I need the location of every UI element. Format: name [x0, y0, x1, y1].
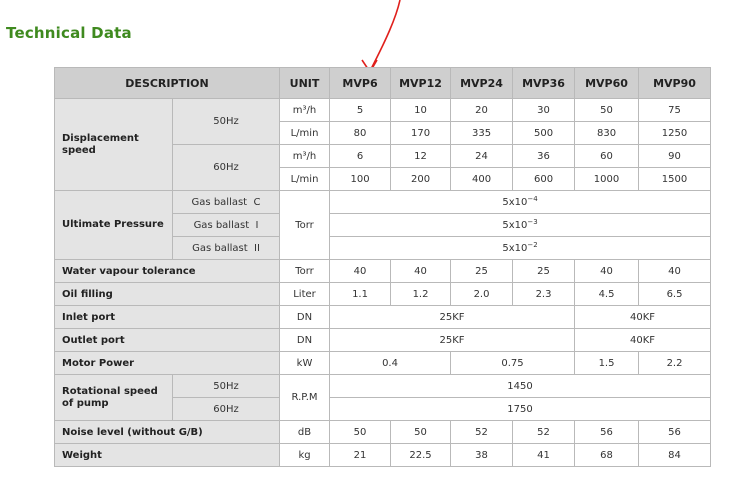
row-label-rotational-speed: Rotational speed of pump	[55, 375, 173, 421]
value-cell: 40	[639, 260, 711, 283]
row-label-motor-power: Motor Power	[55, 352, 280, 375]
value-cell: 1.1	[330, 283, 391, 306]
value-cell: 40	[391, 260, 451, 283]
header-model: MVP12	[391, 68, 451, 99]
unit-cell: Liter	[280, 283, 330, 306]
table-row	[55, 306, 711, 329]
value-cell: 24	[451, 145, 513, 168]
value-cell: 25	[513, 260, 575, 283]
table-row	[55, 421, 711, 444]
value-cell: 1250	[639, 122, 711, 145]
pressure-exponent: −3	[527, 217, 538, 226]
value-cell: 2.0	[451, 283, 513, 306]
value-cell: 50	[391, 421, 451, 444]
value-cell: 38	[451, 444, 513, 467]
header-model: MVP24	[451, 68, 513, 99]
unit-cell: R.P.M	[280, 375, 330, 421]
header-row	[55, 68, 711, 99]
value-cell: 12	[391, 145, 451, 168]
header-model: MVP6	[330, 68, 391, 99]
value-cell: 1.2	[391, 283, 451, 306]
technical-data-table	[54, 67, 711, 467]
value-cell: 600	[513, 168, 575, 191]
gas-ballast-label: Gas ballast I	[173, 214, 280, 237]
frequency-label: 60Hz	[173, 398, 280, 421]
value-cell: 400	[451, 168, 513, 191]
value-cell: 52	[513, 421, 575, 444]
header-unit: UNIT	[280, 68, 330, 99]
value-cell: 60	[575, 145, 639, 168]
value-cell: 2.3	[513, 283, 575, 306]
pressure-value	[330, 214, 711, 237]
value-cell: 335	[451, 122, 513, 145]
value-cell: 21	[330, 444, 391, 467]
pressure-base: 5x10	[502, 196, 528, 208]
value-cell: 1.5	[575, 352, 639, 375]
value-cell: 0.75	[451, 352, 575, 375]
pressure-value	[330, 191, 711, 214]
pressure-exponent: −2	[527, 240, 538, 249]
value-cell: 25KF	[330, 306, 575, 329]
unit-cell: m³/h	[280, 99, 330, 122]
table-row	[55, 283, 711, 306]
value-cell: 25KF	[330, 329, 575, 352]
value-cell: 75	[639, 99, 711, 122]
value-cell: 56	[575, 421, 639, 444]
unit-cell: Torr	[280, 191, 330, 260]
value-cell: 170	[391, 122, 451, 145]
value-cell: 200	[391, 168, 451, 191]
unit-cell: L/min	[280, 122, 330, 145]
pressure-base: 5x10	[502, 219, 528, 231]
table-row	[55, 191, 711, 214]
row-label-weight: Weight	[55, 444, 280, 467]
value-cell: 5	[330, 99, 391, 122]
value-cell: 22.5	[391, 444, 451, 467]
frequency-label: 60Hz	[173, 145, 280, 191]
value-cell: 90	[639, 145, 711, 168]
page-title: Technical Data	[6, 24, 132, 42]
gas-ballast-label: Gas ballast II	[173, 237, 280, 260]
header-model: MVP60	[575, 68, 639, 99]
frequency-label: 50Hz	[173, 375, 280, 398]
value-cell: 40	[575, 260, 639, 283]
header-model: MVP90	[639, 68, 711, 99]
value-cell: 40KF	[575, 329, 711, 352]
frequency-label: 50Hz	[173, 99, 280, 145]
value-cell: 50	[575, 99, 639, 122]
header-description: DESCRIPTION	[55, 68, 280, 99]
value-cell: 80	[330, 122, 391, 145]
table-row	[55, 99, 711, 122]
value-cell: 0.4	[330, 352, 451, 375]
table-row	[55, 352, 711, 375]
value-cell: 1500	[639, 168, 711, 191]
unit-cell: m³/h	[280, 145, 330, 168]
value-cell: 20	[451, 99, 513, 122]
value-cell: 52	[451, 421, 513, 444]
gas-ballast-label: Gas ballast C	[173, 191, 280, 214]
value-cell: 1450	[330, 375, 711, 398]
value-cell: 6.5	[639, 283, 711, 306]
unit-cell: DN	[280, 329, 330, 352]
row-label-outlet-port: Outlet port	[55, 329, 280, 352]
value-cell: 4.5	[575, 283, 639, 306]
value-cell: 10	[391, 99, 451, 122]
unit-cell: L/min	[280, 168, 330, 191]
value-cell: 68	[575, 444, 639, 467]
pressure-base: 5x10	[502, 242, 528, 254]
table-row	[55, 260, 711, 283]
table-row	[55, 375, 711, 398]
header-model: MVP36	[513, 68, 575, 99]
value-cell: 50	[330, 421, 391, 444]
value-cell: 500	[513, 122, 575, 145]
pressure-value	[330, 237, 711, 260]
value-cell: 36	[513, 145, 575, 168]
unit-cell: kg	[280, 444, 330, 467]
unit-cell: Torr	[280, 260, 330, 283]
value-cell: 30	[513, 99, 575, 122]
value-cell: 2.2	[639, 352, 711, 375]
table-row	[55, 444, 711, 467]
value-cell: 1000	[575, 168, 639, 191]
value-cell: 56	[639, 421, 711, 444]
value-cell: 100	[330, 168, 391, 191]
row-label-water-vapour: Water vapour tolerance	[55, 260, 280, 283]
pressure-exponent: −4	[527, 194, 538, 203]
value-cell: 830	[575, 122, 639, 145]
row-label-displacement: Displacement speed	[55, 99, 173, 191]
row-label-inlet-port: Inlet port	[55, 306, 280, 329]
unit-cell: kW	[280, 352, 330, 375]
value-cell: 25	[451, 260, 513, 283]
value-cell: 41	[513, 444, 575, 467]
row-label-noise-level: Noise level (without G/B)	[55, 421, 280, 444]
value-cell: 1750	[330, 398, 711, 421]
row-label-oil-filling: Oil filling	[55, 283, 280, 306]
unit-cell: dB	[280, 421, 330, 444]
value-cell: 6	[330, 145, 391, 168]
table-row	[55, 329, 711, 352]
value-cell: 40KF	[575, 306, 711, 329]
arrow-shaft	[370, 0, 400, 71]
row-label-ultimate-pressure: Ultimate Pressure	[55, 191, 173, 260]
value-cell: 40	[330, 260, 391, 283]
value-cell: 84	[639, 444, 711, 467]
unit-cell: DN	[280, 306, 330, 329]
